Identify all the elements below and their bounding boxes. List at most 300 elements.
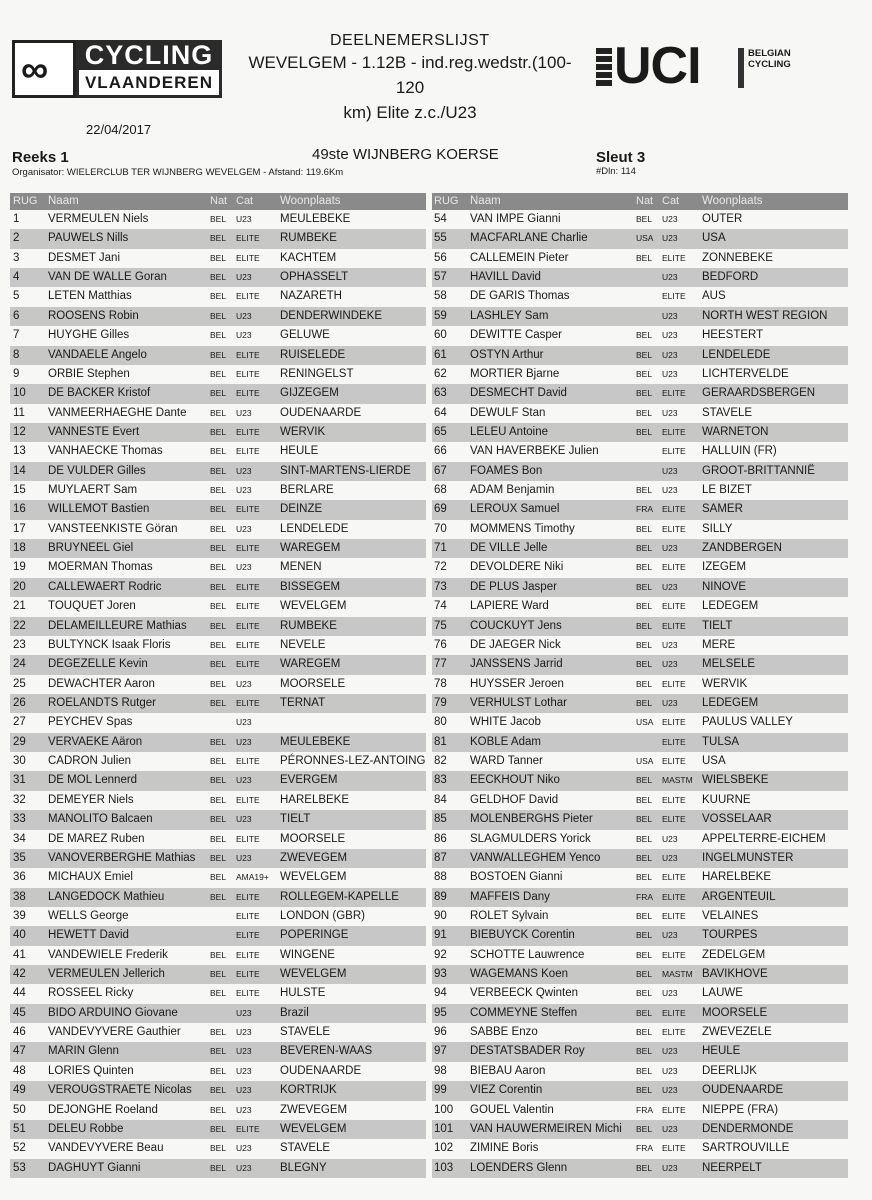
header-naam: Naam — [48, 195, 79, 207]
table-row — [432, 597, 848, 616]
cell-nat: BEL — [210, 1046, 227, 1057]
cell-cat: ELITE — [662, 601, 686, 612]
cell-cat: ELITE — [662, 620, 686, 631]
cell-cat: U23 — [236, 1104, 252, 1115]
cell-res: LEDEGEM — [702, 696, 759, 709]
cell-rug: 67 — [434, 464, 447, 477]
cell-res: TOURPES — [702, 929, 758, 942]
table-row — [10, 1159, 426, 1178]
race-date: 22/04/2017 — [86, 122, 152, 137]
cell-rug: 13 — [13, 445, 26, 458]
cell-res: GROOT-BRITTANNIË — [702, 464, 815, 477]
cell-name: SABBE Enzo — [470, 1026, 538, 1039]
cell-cat: U23 — [236, 310, 252, 321]
cell-rug: 36 — [13, 871, 26, 884]
cell-cat: ELITE — [662, 504, 686, 515]
cell-rug: 90 — [434, 909, 447, 922]
cell-cat: ELITE — [236, 891, 260, 902]
cell-cat: ELITE — [662, 891, 686, 902]
cell-name: VERHULST Lothar — [470, 696, 567, 709]
cell-res: LENDELEDE — [280, 522, 349, 535]
cell-res: NORTH WEST REGION — [702, 309, 828, 322]
cell-rug: 14 — [13, 464, 26, 477]
cell-name: CALLEMEIN Pieter — [470, 251, 569, 264]
cell-name: DE VILLE Jelle — [470, 542, 548, 555]
cell-name: ZIMINE Boris — [470, 1142, 539, 1155]
cell-nat: BEL — [210, 543, 227, 554]
cell-name: MUYLAERT Sam — [48, 484, 138, 497]
cell-res: OUDENAARDE — [280, 406, 362, 419]
cell-res: TIELT — [280, 813, 311, 826]
cell-rug: 4 — [13, 271, 20, 284]
cell-name: MOERMAN Thomas — [48, 561, 153, 574]
belgian-cycling-line2: CYCLING — [748, 59, 791, 70]
cell-name: VERBEECK Qwinten — [470, 987, 579, 1000]
table-row — [432, 733, 848, 752]
cell-cat: U23 — [662, 581, 678, 592]
cell-name: VAN HAUWERMEIREN Michi — [470, 1122, 622, 1135]
cell-rug: 10 — [13, 387, 26, 400]
cell-res: ZONNEBEKE — [702, 251, 773, 264]
cell-rug: 30 — [13, 755, 26, 768]
header-rug: RUG — [434, 195, 459, 207]
cell-res: WIELSBEKE — [702, 774, 769, 787]
table-row — [432, 1062, 848, 1081]
cell-res: NEVELE — [280, 638, 326, 651]
cell-nat: BEL — [210, 446, 227, 457]
cell-res: USA — [702, 755, 726, 768]
cell-res: SILLY — [702, 522, 733, 535]
cell-nat: BEL — [210, 310, 227, 321]
cell-rug: 85 — [434, 813, 447, 826]
cell-nat: BEL — [210, 1085, 227, 1096]
cell-rug: 50 — [13, 1103, 26, 1116]
cell-cat: ELITE — [662, 1027, 686, 1038]
table-row — [432, 365, 848, 384]
cell-res: GERAARDSBERGEN — [702, 387, 816, 400]
cell-cat: ELITE — [236, 949, 260, 960]
cell-name: DE PLUS Jasper — [470, 580, 557, 593]
cell-nat: BEL — [636, 949, 653, 960]
cell-name: DE BACKER Kristof — [48, 387, 151, 400]
cell-name: SCHOTTE Lauwrence — [470, 948, 585, 961]
table-row — [10, 462, 426, 481]
cell-cat: ELITE — [662, 736, 686, 747]
cell-cat: U23 — [662, 697, 678, 708]
cell-cat: U23 — [236, 678, 252, 689]
cell-cat: U23 — [236, 1027, 252, 1038]
cell-res: LEDEGEM — [702, 600, 759, 613]
cell-cat: ELITE — [236, 349, 260, 360]
cell-res: OPHASSELT — [280, 271, 349, 284]
cell-nat: BEL — [636, 852, 653, 863]
cell-rug: 81 — [434, 735, 447, 748]
cell-rug: 47 — [13, 1045, 26, 1058]
cell-res: LONDON (GBR) — [280, 909, 365, 922]
cell-nat: BEL — [636, 388, 653, 399]
cell-cat: ELITE — [236, 446, 260, 457]
cell-cat: ELITE — [662, 252, 686, 263]
cell-rug: 88 — [434, 871, 447, 884]
cell-rug: 6 — [13, 309, 20, 322]
cell-rug: 51 — [13, 1122, 26, 1135]
cell-nat: BEL — [210, 601, 227, 612]
table-row — [10, 849, 426, 868]
table-row — [432, 462, 848, 481]
cell-rug: 21 — [13, 600, 26, 613]
table-row — [10, 500, 426, 519]
cell-rug: 79 — [434, 696, 447, 709]
cell-res: NEERPELT — [702, 1161, 762, 1174]
cell-cat: ELITE — [236, 543, 260, 554]
cell-nat: BEL — [636, 330, 653, 341]
cell-cat: ELITE — [662, 910, 686, 921]
cell-name: LEROUX Samuel — [470, 503, 560, 516]
race-title-line2: km) Elite z.c./U23 — [343, 103, 477, 122]
table-row — [10, 346, 426, 365]
cell-rug: 59 — [434, 309, 447, 322]
table-row — [10, 442, 426, 461]
cell-res: EVERGEM — [280, 774, 338, 787]
table-row — [432, 791, 848, 810]
cell-cat: ELITE — [236, 601, 260, 612]
table-row — [432, 500, 848, 519]
cell-name: LELEU Antoine — [470, 425, 549, 438]
cell-cat: ELITE — [662, 794, 686, 805]
cell-res: HULSTE — [280, 987, 326, 1000]
cell-cat: ELITE — [236, 252, 260, 263]
cell-cat: U23 — [662, 1046, 678, 1057]
cell-nat: BEL — [210, 697, 227, 708]
cell-res: ZWEVEZELE — [702, 1026, 772, 1039]
cell-rug: 20 — [13, 580, 26, 593]
cell-name: DEJONGHE Roeland — [48, 1103, 158, 1116]
cell-nat: BEL — [636, 930, 653, 941]
cell-cat: U23 — [236, 852, 252, 863]
cell-res: HARELBEKE — [702, 871, 772, 884]
cell-rug: 80 — [434, 716, 447, 729]
cell-res: POPERINGE — [280, 929, 349, 942]
cell-cat: ELITE — [236, 910, 260, 921]
cell-res: SAMER — [702, 503, 743, 516]
cell-rug: 61 — [434, 348, 447, 361]
table-row — [10, 752, 426, 771]
cell-rug: 45 — [13, 1006, 26, 1019]
cell-res: HARELBEKE — [280, 793, 350, 806]
cell-name: PAUWELS Nills — [48, 232, 129, 245]
cell-name: DESTATSBADER Roy — [470, 1045, 585, 1058]
cycling-vlaanderen-logo — [12, 40, 222, 102]
cell-name: LAPIERE Ward — [470, 600, 549, 613]
cell-rug: 2 — [13, 232, 20, 245]
table-header — [10, 193, 426, 210]
cell-name: MICHAUX Emiel — [48, 871, 133, 884]
cell-name: ROOSENS Robin — [48, 309, 139, 322]
table-row — [432, 539, 848, 558]
cell-rug: 23 — [13, 638, 26, 651]
cell-name: COUCKUYT Jens — [470, 619, 562, 632]
infinity-icon: ∞ — [12, 40, 76, 98]
cell-rug: 17 — [13, 522, 26, 535]
race-title-line1: WEVELGEM - 1.12B - ind.reg.wedstr.(100-120 — [248, 53, 572, 97]
table-row — [432, 287, 848, 306]
cell-cat: U23 — [236, 717, 252, 728]
cell-rug: 29 — [13, 735, 26, 748]
table-row — [10, 1062, 426, 1081]
cell-nat: BEL — [210, 214, 227, 224]
cell-rug: 18 — [13, 542, 26, 555]
cell-name: TOUQUET Joren — [48, 600, 136, 613]
header-nat: Nat — [210, 195, 228, 207]
cell-res: BLEGNY — [280, 1161, 327, 1174]
cell-rug: 71 — [434, 542, 447, 555]
cell-rug: 19 — [13, 561, 26, 574]
race-name: 49ste WIJNBERG KOERSE — [312, 146, 499, 163]
cell-res: BAVIKHOVE — [702, 968, 768, 981]
cell-cat: ELITE — [662, 446, 686, 457]
table-row — [10, 229, 426, 248]
header-woonplaats: Woonplaats — [702, 195, 763, 207]
cell-nat: BEL — [210, 1123, 227, 1134]
cell-res: RUISELEDE — [280, 348, 346, 361]
cell-nat: BEL — [636, 562, 653, 573]
cell-cat: ELITE — [236, 620, 260, 631]
cell-rug: 99 — [434, 1084, 447, 1097]
table-row — [10, 210, 426, 229]
cell-res: NAZARETH — [280, 290, 342, 303]
cell-cat: ELITE — [236, 504, 260, 515]
cell-cat: U23 — [662, 272, 678, 283]
cell-rug: 56 — [434, 251, 447, 264]
cell-rug: 68 — [434, 484, 447, 497]
cell-rug: 12 — [13, 425, 26, 438]
table-row — [432, 888, 848, 907]
cell-rug: 24 — [13, 658, 26, 671]
cell-nat: BEL — [210, 620, 227, 631]
cell-cat: U23 — [662, 233, 678, 244]
cell-nat: FRA — [636, 504, 653, 515]
cell-res: USA — [702, 232, 726, 245]
cell-name: DEVOLDERE Niki — [470, 561, 564, 574]
cell-res: DEINZE — [280, 503, 323, 516]
table-row — [432, 423, 848, 442]
cell-rug: 9 — [13, 367, 20, 380]
cell-cat: U23 — [236, 523, 252, 534]
cell-name: VANHAECKE Thomas — [48, 445, 163, 458]
cell-rug: 102 — [434, 1142, 454, 1155]
cell-name: LASHLEY Sam — [470, 309, 549, 322]
cell-res: LE BIZET — [702, 484, 752, 497]
cell-cat: U23 — [662, 465, 678, 476]
cell-name: BRUYNEEL Giel — [48, 542, 134, 555]
cell-nat: BEL — [636, 1123, 653, 1134]
cell-nat: USA — [636, 717, 654, 728]
cell-res: WEVELGEM — [280, 1122, 347, 1135]
cell-name: SLAGMULDERS Yorick — [470, 832, 591, 845]
cell-res: KUURNE — [702, 793, 751, 806]
cell-nat: BEL — [210, 833, 227, 844]
table-row — [432, 636, 848, 655]
cell-cat: ELITE — [236, 639, 260, 650]
cell-rug: 89 — [434, 890, 447, 903]
header-cat: Cat — [662, 195, 680, 207]
cell-name: VAN HAVERBEKE Julien — [470, 445, 599, 458]
cell-res: LICHTERVELDE — [702, 367, 789, 380]
table-row — [432, 578, 848, 597]
table-row — [432, 1101, 848, 1120]
cell-res: VOSSELAAR — [702, 813, 772, 826]
cell-cat: MASTM — [662, 969, 693, 980]
belgian-cycling-logo — [738, 48, 828, 92]
cell-name: DESMET Jani — [48, 251, 121, 264]
cell-rug: 44 — [13, 987, 26, 1000]
cell-nat: BEL — [636, 814, 653, 825]
cell-nat: BEL — [636, 368, 653, 379]
uci-logo — [596, 37, 726, 95]
cell-nat: BEL — [636, 1065, 653, 1076]
cell-rug: 63 — [434, 387, 447, 400]
cell-cat: ELITE — [236, 581, 260, 592]
table-row — [432, 520, 848, 539]
cell-nat: BEL — [210, 523, 227, 534]
cell-name: FOAMES Bon — [470, 464, 543, 477]
cell-res: PÉRONNES-LEZ-ANTOING — [280, 755, 426, 768]
cell-nat: BEL — [636, 833, 653, 844]
table-row — [432, 965, 848, 984]
cell-rug: 11 — [13, 406, 25, 419]
cell-rug: 98 — [434, 1064, 447, 1077]
cell-name: MAFFEIS Dany — [470, 890, 550, 903]
cell-cat: ELITE — [662, 814, 686, 825]
cell-name: BIEBUYCK Corentin — [470, 929, 575, 942]
cell-nat: BEL — [210, 756, 227, 767]
cell-name: DEWULF Stan — [470, 406, 546, 419]
cell-res: MENEN — [280, 561, 322, 574]
cell-res: BEVEREN-WAAS — [280, 1045, 373, 1058]
table-row — [10, 1120, 426, 1139]
cell-res: BISSEGEM — [280, 580, 341, 593]
cell-nat: BEL — [210, 969, 227, 980]
cell-res: STAVELE — [280, 1026, 331, 1039]
table-row — [432, 268, 848, 287]
cell-rug: 93 — [434, 968, 447, 981]
cell-cat: U23 — [662, 1123, 678, 1134]
cell-rug: 22 — [13, 619, 26, 632]
header-rug: RUG — [13, 195, 38, 207]
table-row — [10, 675, 426, 694]
cell-rug: 35 — [13, 851, 26, 864]
cell-res: WAREGEM — [280, 542, 341, 555]
cell-name: BULTYNCK Isaak Floris — [48, 638, 171, 651]
cell-rug: 33 — [13, 813, 26, 826]
cell-res: LENDELEDE — [702, 348, 771, 361]
cell-nat: BEL — [636, 485, 653, 496]
cell-rug: 97 — [434, 1045, 447, 1058]
table-row — [432, 830, 848, 849]
table-row — [10, 771, 426, 790]
cell-res: WEVELGEM — [280, 600, 347, 613]
table-row — [10, 287, 426, 306]
cell-cat: ELITE — [662, 562, 686, 573]
table-row — [10, 888, 426, 907]
table-row — [10, 520, 426, 539]
cell-res: GIJZEGEM — [280, 387, 339, 400]
cell-nat: BEL — [636, 426, 653, 437]
cell-name: BIDO ARDUINO Giovane — [48, 1006, 178, 1019]
table-row — [432, 907, 848, 926]
cell-res: MOORSELE — [280, 677, 346, 690]
cell-res: NINOVE — [702, 580, 747, 593]
cell-rug: 91 — [434, 929, 447, 942]
table-row — [10, 791, 426, 810]
cell-rug: 70 — [434, 522, 447, 535]
cell-rug: 78 — [434, 677, 447, 690]
cell-rug: 46 — [13, 1026, 26, 1039]
cell-name: VAN DE WALLE Goran — [48, 271, 167, 284]
cell-res: ARGENTEUIL — [702, 890, 776, 903]
belgian-cycling-line1: BELGIAN — [748, 48, 791, 59]
cell-res: MOORSELE — [702, 1006, 768, 1019]
cell-nat: BEL — [210, 562, 227, 573]
header-woonplaats: Woonplaats — [280, 195, 341, 207]
cell-nat: BEL — [636, 775, 653, 786]
table-row — [10, 539, 426, 558]
cell-cat: U23 — [236, 1143, 252, 1154]
cell-rug: 62 — [434, 367, 447, 380]
cell-nat: BEL — [636, 214, 653, 224]
cell-name: DEMEYER Niels — [48, 793, 134, 806]
cell-cat: ELITE — [662, 949, 686, 960]
table-row — [10, 307, 426, 326]
cell-nat: BEL — [636, 620, 653, 631]
cell-name: VAN IMPE Gianni — [470, 213, 561, 225]
cell-res: IZEGEM — [702, 561, 747, 574]
cell-rug: 40 — [13, 929, 26, 942]
logo-top-text: CYCLING — [76, 40, 222, 70]
cell-cat: U23 — [236, 330, 252, 341]
table-row — [10, 1139, 426, 1158]
cell-rug: 7 — [13, 329, 20, 342]
cell-name: DE VULDER Gilles — [48, 464, 146, 477]
cell-cat: U23 — [662, 639, 678, 650]
table-row — [10, 655, 426, 674]
cell-nat: BEL — [636, 1085, 653, 1096]
cell-name: GOUEL Valentin — [470, 1103, 554, 1116]
cell-rug: 82 — [434, 755, 447, 768]
cell-res: WERVIK — [702, 677, 748, 690]
cell-res: RUMBEKE — [280, 232, 337, 245]
cell-res: MOORSELE — [280, 832, 346, 845]
cell-name: DE JAEGER Nick — [470, 638, 561, 651]
table-row — [10, 713, 426, 732]
cell-nat: BEL — [636, 639, 653, 650]
cell-rug: 92 — [434, 948, 447, 961]
table-row — [432, 946, 848, 965]
cell-cat: U23 — [236, 407, 252, 418]
cell-nat: BEL — [210, 852, 227, 863]
cell-res: RUMBEKE — [280, 619, 337, 632]
cell-cat: U23 — [236, 1085, 252, 1096]
cell-res: WINGENE — [280, 948, 335, 961]
header-cat: Cat — [236, 195, 254, 207]
cell-rug: 5 — [13, 290, 20, 303]
table-row — [432, 675, 848, 694]
organiser-line: Organisator: WIELERCLUB TER WIJNBERG WEVELGEM - Afstand: 119.6Km — [12, 167, 344, 178]
cell-res: BERLARE — [280, 484, 334, 497]
cell-nat: FRA — [636, 891, 653, 902]
table-row — [432, 384, 848, 403]
cell-rug: 69 — [434, 503, 447, 516]
